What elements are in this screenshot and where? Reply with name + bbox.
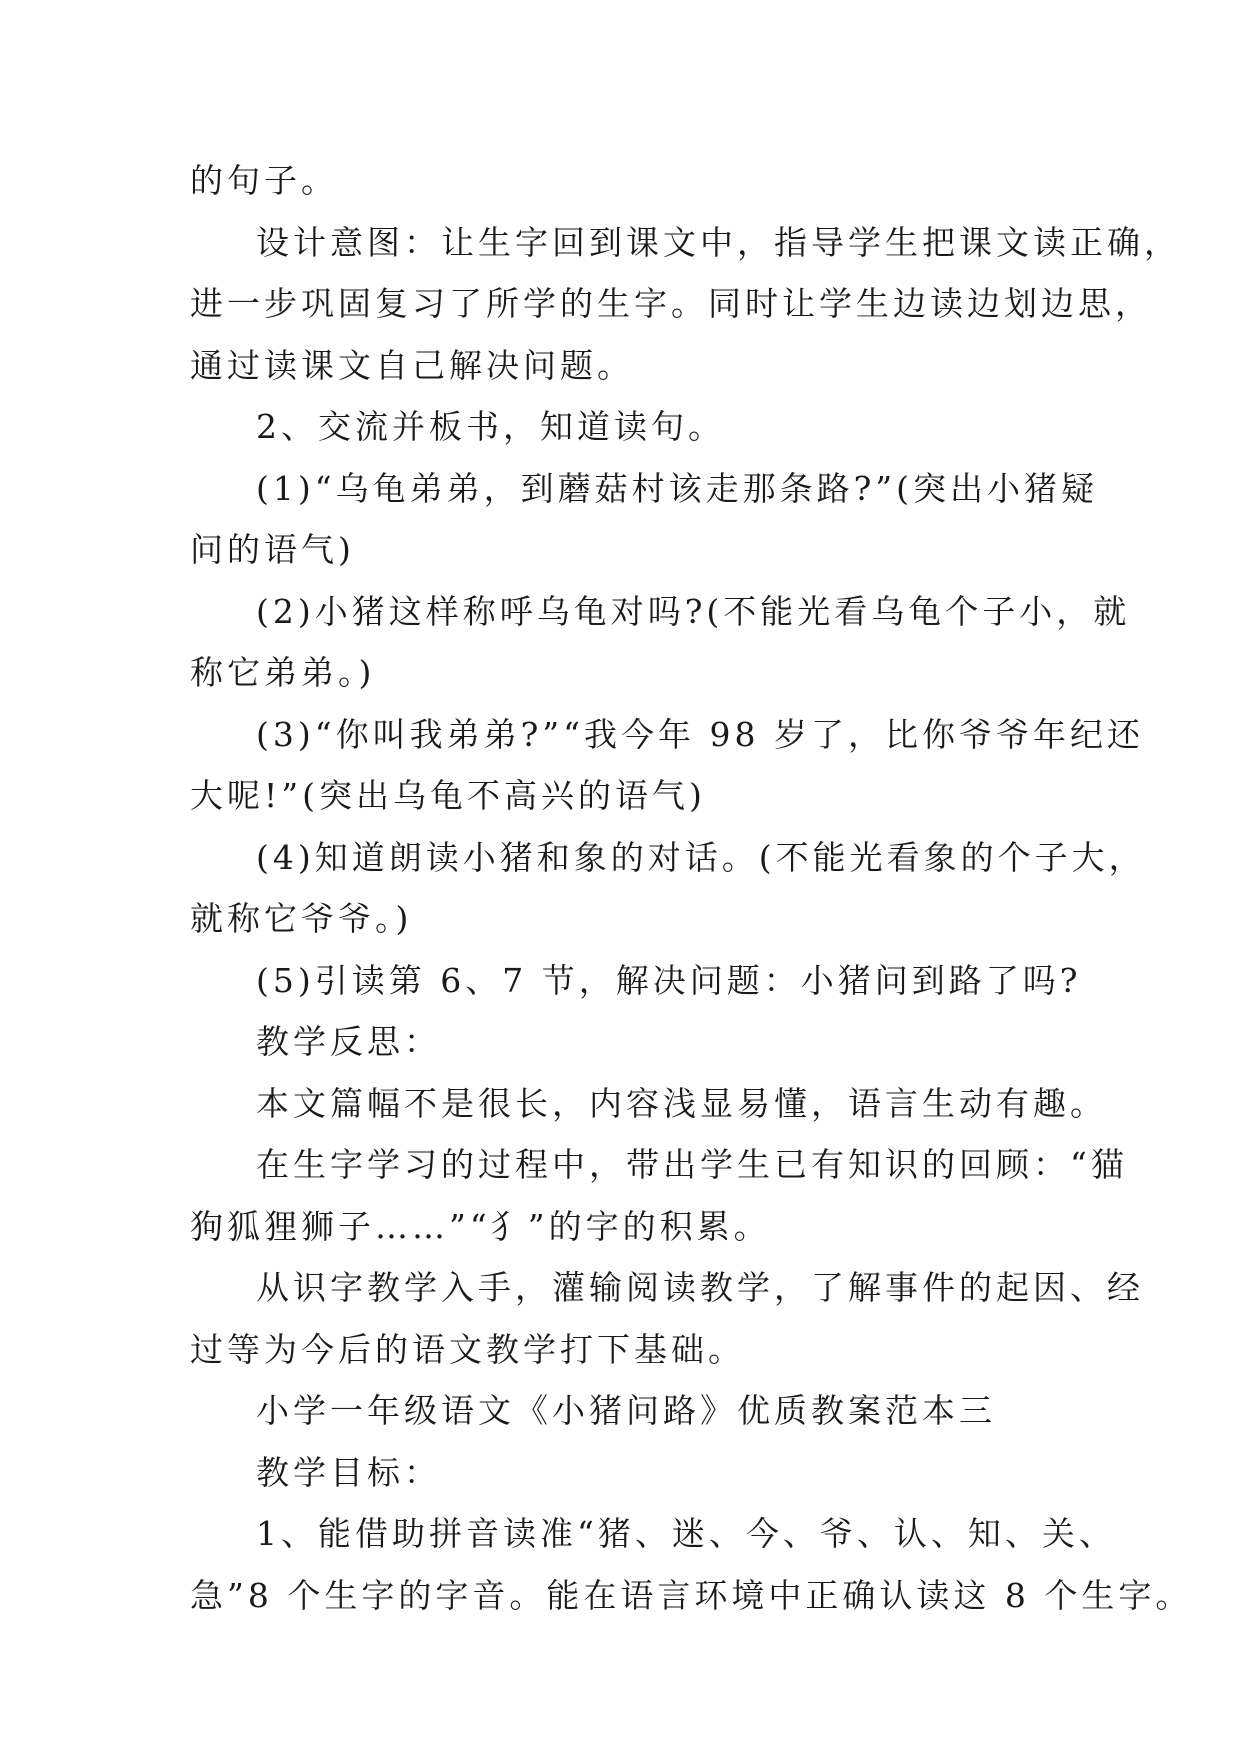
document-body: [190, 150, 1193, 1626]
text-line: 本文篇幅不是很长，内容浅显易懂，语言生动有趣。: [256, 1083, 1107, 1123]
text-line: 设计意图：让生字回到课文中，指导学生把课文读正确，: [256, 222, 1181, 262]
text-line: (5)引读第 6、7 节，解决问题：小猪问到路了吗?: [256, 960, 1082, 1000]
text-line: (4)知道朗读小猪和象的对话。(不能光看象的个子大，: [256, 837, 1146, 877]
text-line: 称它弟弟。): [190, 653, 376, 692]
text-line: 2、交流并板书，知道读句。: [256, 407, 725, 446]
text-line: 从识字教学入手，灌输阅读教学，了解事件的起因、经: [256, 1268, 1144, 1307]
section-title: 小学一年级语文《小猪问路》优质教案范本三: [256, 1391, 996, 1430]
text-line: 通过读课文自己解决问题。: [190, 345, 634, 385]
text-line: 1、能借助拼音读准“猪、迷、今、爷、认、知、关、: [256, 1514, 1116, 1553]
text-line: 就称它爷爷。): [190, 899, 413, 938]
text-line: (2)小猪这样称呼乌龟对吗?(不能光看乌龟个子小，就: [256, 591, 1131, 631]
text-line: 急”8 个生字的字音。能在语言环境中正确认读这 8 个生字。: [190, 1575, 1193, 1615]
text-line: 进一步巩固复习了所学的生字。同时让学生边读边划边思，: [190, 284, 1152, 323]
section-heading: 教学目标：: [256, 1452, 441, 1492]
text-line: (1)“乌龟弟弟，到蘑菇村该走那条路?”(突出小猪疑: [256, 468, 1099, 508]
text-line: 的句子。: [190, 161, 338, 200]
text-line: 大呢!”(突出乌龟不高兴的语气): [190, 776, 706, 815]
text-line: 问的语气): [190, 530, 355, 569]
text-line: (3)“你叫我弟弟?”“我今年 98 岁了，比你爷爷年纪还: [256, 714, 1145, 754]
text-line: 在生字学习的过程中，带出学生已有知识的回顾：“猫: [256, 1145, 1128, 1184]
section-heading: 教学反思：: [256, 1022, 441, 1061]
text-line: 狗狐狸狮子……”“犭”的字的积累。: [190, 1206, 771, 1246]
text-line: 过等为今后的语文教学打下基础。: [190, 1329, 745, 1369]
